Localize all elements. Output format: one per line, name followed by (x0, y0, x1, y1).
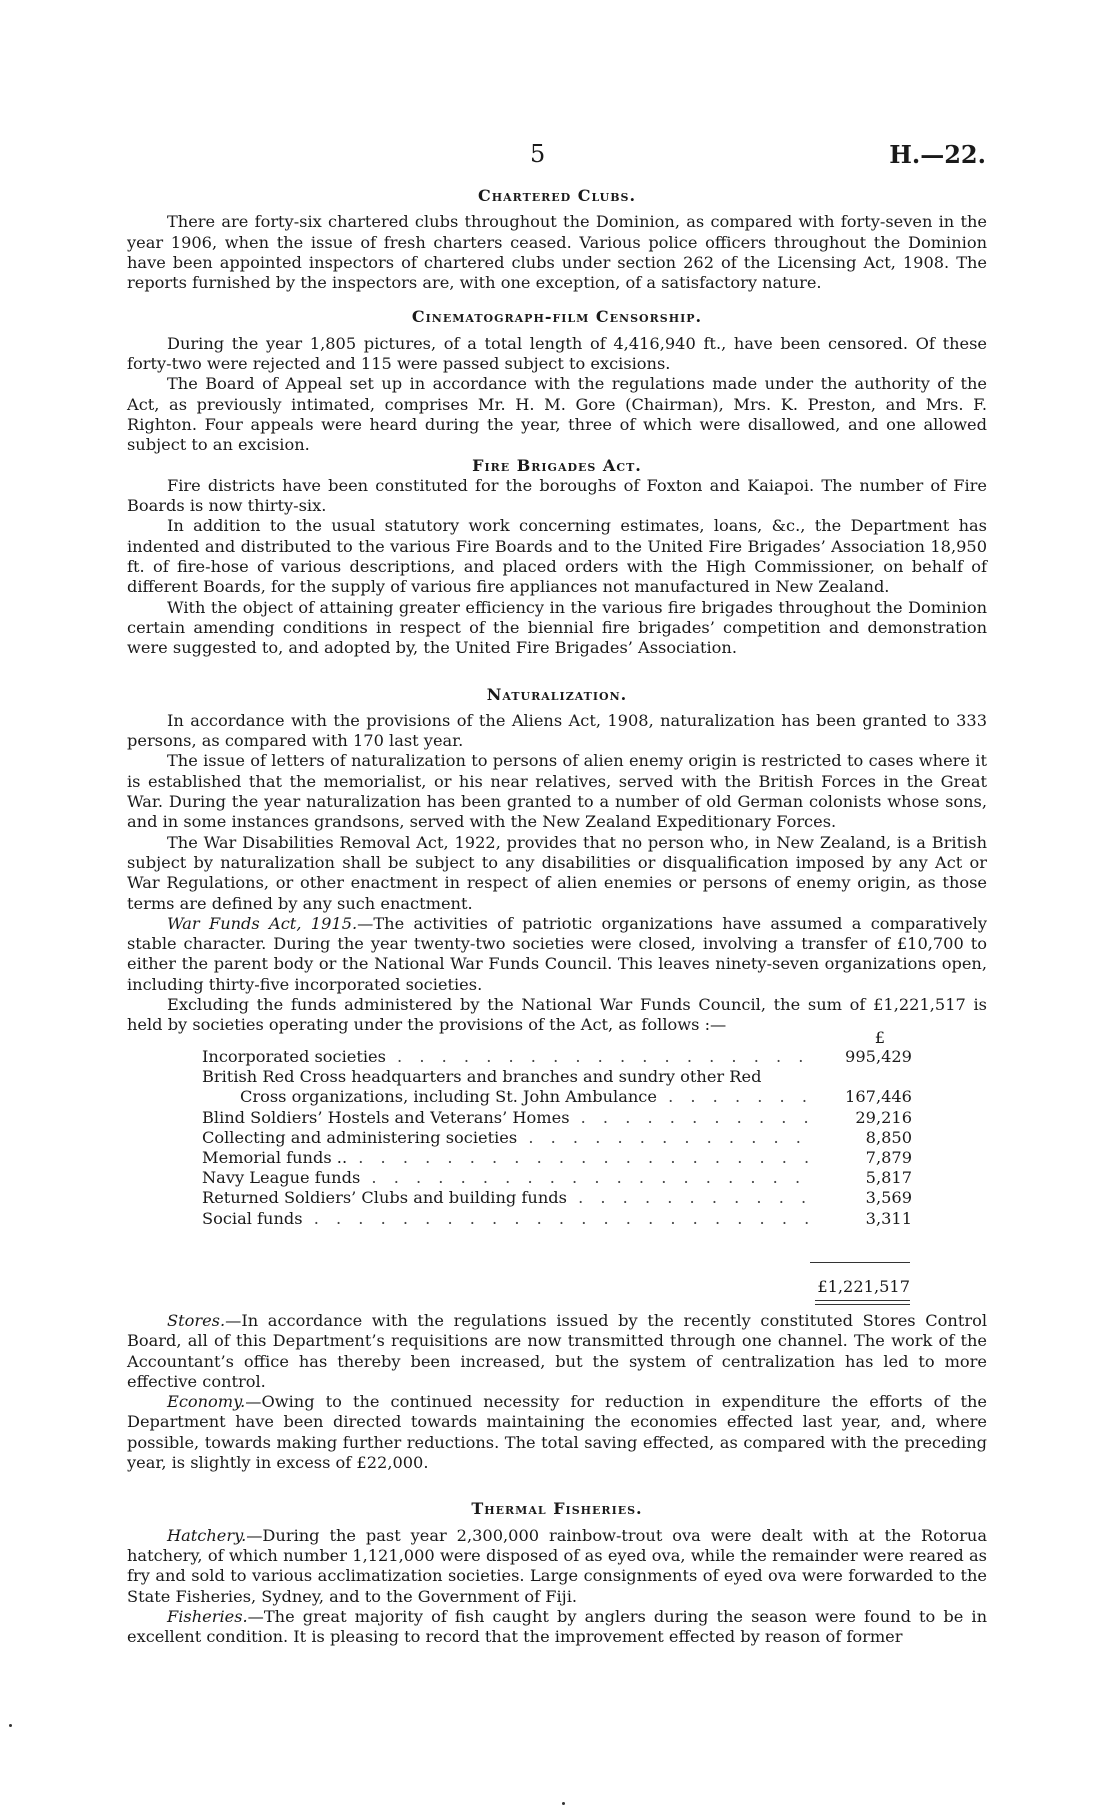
table-row (202, 1067, 912, 1087)
economy-text: —Owing to the continued necessity for reduction in expenditure the efforts of the Department have been directed towards maintaining the economies effected last year, and, where possible, towards making further reductions. The total saving effected, as compared with the preceding year, is slightly in excess of £22,000. (127, 1392, 987, 1473)
paragraph-chartered-clubs: There are forty-six chartered clubs throughout the Dominion, as compared with forty-seven in the year 1906, when the issue of fresh charters ceased. Various police officers throughout the Dominion have been appointed inspectors of chartered clubs under section 262 of the Licensing Act, 1908. The reports furnished by the inspectors are, with one exception, of a satisfactory nature. (127, 212, 987, 293)
fisheries-text: —The great majority of fish caught by anglers during the season were found to be in excellent condition. It is pleasing to record that the improvement effected by reason of former (127, 1606, 987, 1647)
total-rule (810, 1262, 910, 1263)
paragraph-naturalization-5: Excluding the funds administered by the National War Funds Council, the sum of £1,221,517 is held by societies operating under the provisions of the Act, as follows :— (127, 994, 987, 1035)
table-row-value: 167,446 (845, 1087, 912, 1107)
table-row-value: 995,429 (845, 1047, 912, 1066)
funds-table-unit: £ (874, 1028, 885, 1047)
document-reference: H.—22. (889, 140, 986, 169)
war-funds-title: War Funds Act, 1915. (167, 913, 358, 933)
table-row (202, 1108, 912, 1128)
table-row-value: 3,569 (865, 1188, 912, 1208)
table-row-label: Navy League funds . . . (202, 1168, 812, 1188)
paragraph-stores (127, 1311, 987, 1392)
table-row-label: Social funds . . . (202, 1209, 812, 1229)
funds-total: £1,221,517 (817, 1277, 910, 1296)
paragraph-naturalization-2: The issue of letters of naturalization to persons of alien enemy origin is restricted to cases where it is established that the memorialist, or his near relatives, served with the British Forces in the Great War. During the year naturalization has been granted to a number of old German colonists whose sons, and in some instances grandsons, served with the New Zealand Expeditionary Forces. (127, 751, 987, 832)
table-row-label: Memorial funds .. . . . (202, 1148, 812, 1168)
table-row (202, 1209, 912, 1229)
heading-naturalization: Naturalization. (486, 684, 628, 704)
heading-film-censorship: Cinematograph-film Censorship. (411, 307, 703, 327)
table-row (202, 1047, 912, 1067)
paragraph-fisheries (127, 1607, 987, 1648)
stores-title: Stores. (167, 1311, 226, 1330)
table-row-label: Blind Soldiers’ Hostels and Veterans’ Homes . . . (202, 1108, 812, 1128)
table-row (202, 1168, 912, 1188)
war-funds-text: —The activities of patriotic organizations have assumed a comparatively stable character. During the year twenty-two societies were closed, involving a transfer of £10,700 to either the parent body or the National War Funds Council. This leaves ninety-seven organizations open, including thirty-five incorporated societies. (127, 913, 987, 994)
paragraph-war-funds (127, 914, 987, 995)
table-row-value: 29,216 (855, 1107, 912, 1127)
table-row-value: 8,850 (865, 1127, 912, 1147)
total-double-rule (815, 1300, 910, 1305)
hatchery-text: —During the past year 2,300,000 rainbow-trout ova were dealt with at the Rotorua hatchery, of which number 1,121,000 were disposed of as eyed ova, while the remainder were reared as fry and sold to various acclimatization societies. Large consignments of eyed ova were forwarded to the State Fisheries, Sydney, and to the Government of Fiji. (127, 1525, 987, 1606)
paragraph-naturalization-1: In accordance with the provisions of the Aliens Act, 1908, naturalization has been granted to 333 persons, as compared with 170 last year. (127, 710, 987, 751)
hatchery-title: Hatchery. (167, 1525, 247, 1545)
table-row-label: Incorporated societies . . . (202, 1047, 812, 1067)
economy-title: Economy. (167, 1392, 246, 1412)
stores-text: —In accordance with the regulations issued by the recently constituted Stores Control Board, all of this Department’s requisitions are now transmitted through one channel. The work of the Accountant’s office has thereby been increased, but the system of centralization has led to more effective control. (127, 1311, 987, 1391)
table-row-label: British Red Cross headquarters and branches and sundry other Red (202, 1067, 762, 1087)
table-row (202, 1087, 912, 1107)
scan-speck (562, 1802, 565, 1805)
table-row-label: Returned Soldiers’ Clubs and building funds . . . (202, 1188, 812, 1208)
table-row (202, 1188, 912, 1208)
heading-chartered-clubs: Chartered Clubs. (477, 186, 637, 205)
lower-text-block (127, 1311, 987, 1647)
table-row-value: 3,311 (865, 1208, 912, 1228)
heading-thermal-fisheries: Thermal Fisheries. (471, 1499, 643, 1519)
paragraph-hatchery (127, 1526, 987, 1607)
heading-fire-brigades: Fire Brigades Act. (472, 455, 642, 475)
table-row (202, 1128, 912, 1148)
table-row-value: 5,817 (865, 1168, 912, 1188)
paragraph-film-censorship-2: The Board of Appeal set up in accordance with the regulations made under the authority of the Act, as previously intimated, comprises Mr. H. M. Gore (Chairman), Mrs. K. Preston, and Mrs. F. Righton. Four appeals were heard during the year, three of which were disallowed, and one allowed subject to an excision. (127, 374, 987, 455)
upper-text-block (127, 186, 987, 1036)
funds-table (202, 1029, 912, 1229)
paragraph-naturalization-3: The War Disabilities Removal Act, 1922, provides that no person who, in New Zealand, is a British subject by naturalization shall be subject to any disabilities or disqualification imposed by any Act or War Regulations, or other enactment in respect of alien enemies or persons of enemy origin, as those terms are defined by any such enactment. (127, 832, 987, 913)
paragraph-economy (127, 1392, 987, 1473)
scan-speck (9, 1724, 12, 1727)
fisheries-title: Fisheries. (167, 1606, 248, 1626)
table-row (202, 1148, 912, 1168)
paragraph-fire-brigades-2: In addition to the usual statutory work concerning estimates, loans, &c., the Department has indented and distributed to the various Fire Boards and to the United Fire Brigades’ Association 18,950 ft. of fire-hose of various descriptions, and placed orders with the High Commissioner, on behalf of different Boards, for the supply of various fire appliances not manufactured in New Zealand. (127, 516, 987, 597)
paragraph-film-censorship-1: During the year 1,805 pictures, of a total length of 4,416,940 ft., have been censored. Of these forty-two were rejected and 115 were passed subject to excisions. (127, 333, 987, 374)
table-row-value: 7,879 (865, 1147, 912, 1167)
table-row-label: Cross organizations, including St. John Ambulance . . . (202, 1087, 812, 1107)
paragraph-fire-brigades-3: With the object of attaining greater efficiency in the various fire brigades throughout the Dominion certain amending conditions in respect of the biennial fire brigades’ competition and demonstration were suggested to, and adopted by, the United Fire Brigades’ Association. (127, 597, 987, 658)
table-row-label: Collecting and administering societies . . . (202, 1128, 812, 1148)
page-number: 5 (530, 140, 546, 168)
paragraph-fire-brigades-1: Fire districts have been constituted for the boroughs of Foxton and Kaiapoi. The number of Fire Boards is now thirty-six. (127, 475, 987, 516)
